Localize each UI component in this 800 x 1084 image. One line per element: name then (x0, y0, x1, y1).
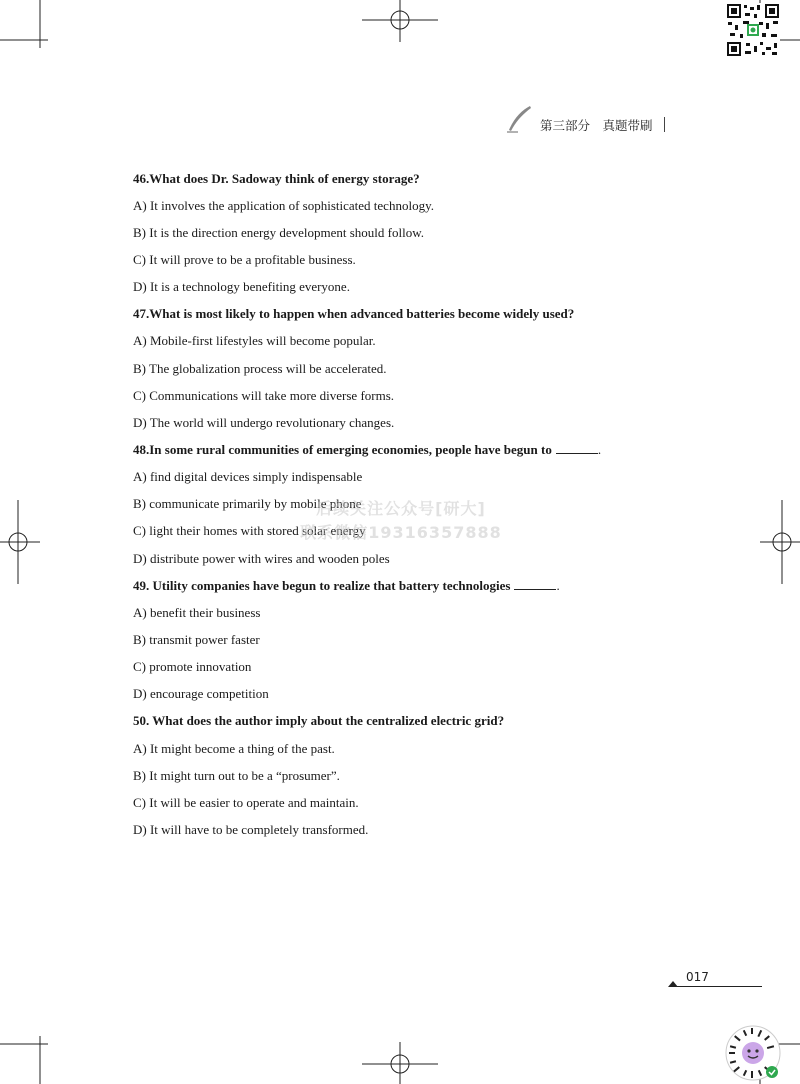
qr-code-top (726, 3, 780, 57)
question-stem: 46.What does Dr. Sadoway think of energy storage? (133, 171, 420, 186)
question-stem: 50. What does the author imply about the centralized electric grid? (133, 713, 505, 728)
option-text: D) encourage competition (133, 686, 269, 701)
option-text: C) promote innovation (133, 659, 252, 674)
question-stem: 49. Utility companies have begun to realize that battery technologies (133, 578, 511, 593)
option-text: C) Communications will take more diverse forms. (133, 388, 395, 403)
option-text: B) It is the direction energy development should follow. (133, 225, 424, 240)
option-text: B) The globalization process will be accelerated. (133, 361, 387, 376)
option-text: D) It will have to be completely transformed. (133, 822, 369, 837)
answer-blank (556, 443, 598, 454)
stem-suffix: . (597, 442, 602, 457)
option-text: D) distribute power with wires and wooden poles (133, 551, 390, 566)
page-number: 017 (686, 970, 709, 984)
mini-program-code (724, 1024, 782, 1082)
question-stem-with-blank (133, 442, 601, 458)
question-stem: 47.What is most likely to happen when advanced batteries become widely used? (133, 306, 575, 321)
quill-icon (504, 104, 534, 134)
option-text: B) communicate primarily by mobile phone (133, 496, 362, 511)
option-text: B) It might turn out to be a “prosumer”. (133, 768, 340, 783)
option-text: A) benefit their business (133, 605, 261, 620)
question-stem-with-blank (133, 578, 560, 594)
watermark-line-1: 后续关注公众号[研大] (316, 499, 486, 518)
page-number-rule (676, 986, 762, 987)
option-text: C) It will be easier to operate and maintain. (133, 795, 359, 810)
answer-blank (514, 579, 556, 590)
option-text: A) It might become a thing of the past. (133, 741, 335, 756)
option-text: D) It is a technology benefiting everyone. (133, 279, 350, 294)
option-text: A) find digital devices simply indispensable (133, 469, 363, 484)
header-section-title: 第三部分 真题带刷 (540, 118, 653, 133)
watermark-line-2: 联系微信19316357888 (300, 523, 502, 542)
option-text: D) The world will undergo revolutionary changes. (133, 415, 395, 430)
option-text: B) transmit power faster (133, 632, 260, 647)
header-divider (664, 117, 665, 132)
option-text: A) Mobile-first lifestyles will become popular. (133, 333, 376, 348)
option-text: C) It will prove to be a profitable business. (133, 252, 356, 267)
question-stem: 48.In some rural communities of emerging economies, people have begun to (133, 442, 552, 457)
option-text: A) It involves the application of sophisticated technology. (133, 198, 434, 213)
running-header (500, 104, 670, 138)
option-text: C) light their homes with stored solar energy (133, 523, 366, 538)
watermark (296, 497, 506, 545)
stem-suffix: . (556, 578, 560, 593)
